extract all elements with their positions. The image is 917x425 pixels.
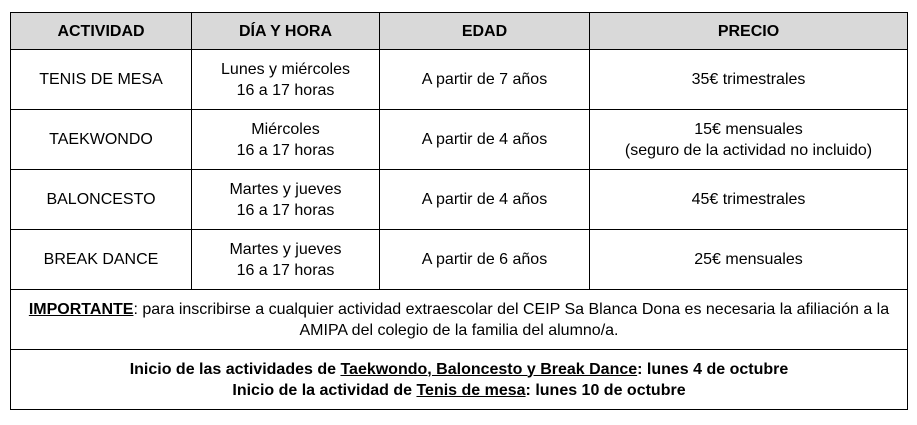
start-dates-row	[11, 350, 908, 410]
activity-cell: BREAK DANCE	[11, 230, 192, 290]
age-cell: A partir de 6 años	[380, 230, 590, 290]
price-cell	[590, 230, 908, 290]
table-header	[11, 13, 908, 50]
day-time-cell	[192, 110, 380, 170]
start-line-1-prefix: Inicio de las actividades de	[129, 360, 341, 378]
price-text: 15€ mensuales	[694, 120, 803, 138]
header-price: PRECIO	[590, 13, 908, 50]
important-note-row	[11, 290, 908, 350]
time-text: 16 a 17 horas	[236, 141, 335, 159]
day-time-cell	[192, 50, 380, 110]
important-text: : para inscribirse a cualquier actividad extraescolar del CEIP Sa Blanca Dona es necesaria la afiliación a la AMIPA del colegio de la familia del alumno/a.	[133, 300, 890, 339]
activity-cell: BALONCESTO	[11, 170, 192, 230]
price-text: 25€ mensuales	[694, 251, 803, 268]
time-text: 16 a 17 horas	[236, 201, 335, 219]
price-cell	[590, 110, 908, 170]
price-text: 35€ trimestrales	[691, 71, 806, 88]
price-text: 45€ trimestrales	[691, 191, 806, 208]
price-cell	[590, 170, 908, 230]
day-text: Martes y jueves	[229, 240, 342, 258]
time-text: 16 a 17 horas	[236, 81, 335, 99]
activity-cell: TENIS DE MESA	[11, 50, 192, 110]
day-time-cell	[192, 230, 380, 290]
table-row	[11, 110, 908, 170]
header-row	[11, 13, 908, 50]
time-text: 16 a 17 horas	[236, 261, 335, 279]
age-cell: A partir de 4 años	[380, 170, 590, 230]
header-age: EDAD	[380, 13, 590, 50]
price-note: (seguro de la actividad no incluido)	[624, 141, 873, 159]
start-line-2	[15, 380, 903, 401]
age-cell: A partir de 4 años	[380, 110, 590, 170]
table-row	[11, 50, 908, 110]
start-line-2-activity: Tenis de mesa	[416, 381, 526, 399]
important-label: IMPORTANTE	[28, 300, 134, 318]
table-row	[11, 170, 908, 230]
day-time-cell	[192, 170, 380, 230]
header-day-time: DÍA Y HORA	[192, 13, 380, 50]
start-dates	[11, 350, 908, 410]
start-line-2-date: : lunes 10 de octubre	[525, 381, 686, 399]
day-text: Miércoles	[251, 120, 320, 138]
start-line-1-activities: Taekwondo, Baloncesto y Break Dance	[340, 360, 638, 378]
activity-cell: TAEKWONDO	[11, 110, 192, 170]
start-line-1-date: : lunes 4 de octubre	[637, 360, 789, 378]
start-line-2-prefix: Inicio de la actividad de	[232, 381, 417, 399]
table-body	[11, 50, 908, 410]
day-text: Lunes y miércoles	[221, 60, 350, 78]
day-text: Martes y jueves	[229, 180, 342, 198]
start-line-1	[15, 359, 903, 380]
header-activity: ACTIVIDAD	[11, 13, 192, 50]
clipped-text-fragment	[0, 0, 917, 8]
age-cell: A partir de 7 años	[380, 50, 590, 110]
table-row	[11, 230, 908, 290]
price-cell	[590, 50, 908, 110]
activities-table	[10, 12, 908, 410]
important-note	[11, 290, 908, 350]
